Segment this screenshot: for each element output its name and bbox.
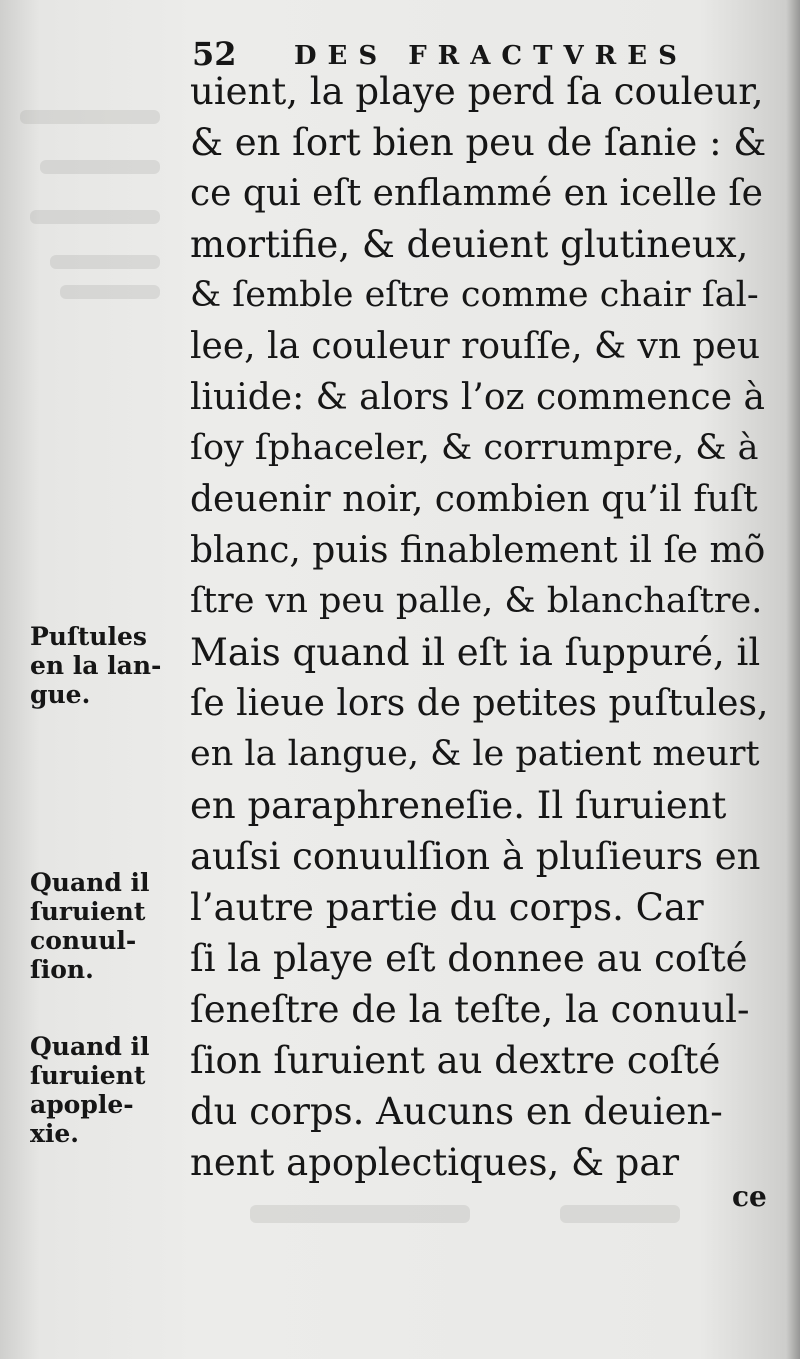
body-line: ſtre vn peu palle, & blanchaſtre. [190,581,763,621]
body-line: ſi la playe eſt donnee au coſté [190,937,748,980]
body-line: liuide: & alors l’oz commence à [190,377,765,418]
margin-note-pustules [30,622,180,709]
body-line: ſoy ſphaceler, & corrumpre, & à [190,428,759,468]
margin-note-line: Puſtules [30,622,147,651]
running-title: DES FRACTVRES [294,41,688,71]
catchword: ce [732,1180,767,1213]
body-line: uient, la playe perd ſa couleur, [190,70,764,113]
margin-note-line: ſuruient [30,897,146,926]
body-line: nent apoplectiques, & par [190,1141,680,1184]
body-line: du corps. Aucuns en deuien- [190,1090,723,1133]
margin-note-apoplexy [30,1032,180,1148]
margin-note-line: xie. [30,1119,80,1148]
body-line: ſe lieue lors de petites puſtules, [190,683,769,724]
margin-note-line: ſion. [30,955,94,984]
body-line: l’autre partie du corps. Car [190,886,704,929]
gutter-shadow [786,0,800,1359]
margin-note-line: ſuruient [30,1061,146,1090]
body-line: blanc, puis finablement il ſe mõ [190,530,766,571]
margin-note-line: gue. [30,680,91,709]
body-line: ce qui eſt enflammé en icelle ſe [190,173,763,214]
margin-note-line: Quand il [30,868,150,897]
body-line: ſion ſuruient au dextre coſté [190,1039,721,1082]
body-line: lee, la couleur rouſſe, & vn peu [190,326,761,367]
page-number: 52 [192,35,237,73]
body-line: Mais quand il eſt ia ſuppuré, il [190,631,761,674]
margin-note-convulsion [30,868,180,984]
margin-note-line: Quand il [30,1032,150,1061]
body-line: en la langue, & le patient meurt [190,734,760,774]
body-line: ſeneſtre de la teſte, la conuul- [190,988,750,1031]
body-text [190,66,772,1188]
margin-note-line: conuul- [30,926,137,955]
margin-note-line: apople- [30,1090,134,1119]
margin-note-line: en la lan- [30,651,162,680]
body-line: & en ſort bien peu de ſanie : & [190,121,767,164]
body-line: deuenir noir, combien qu’il fuſt [190,479,758,520]
body-line: & ſemble eſtre comme chair ſal- [190,275,759,315]
body-line: mortifie, & deuient glutineux, [190,223,749,266]
body-line: auſsi conuulſion à pluſieurs en [190,835,761,878]
body-line: en paraphreneſie. Il ſuruient [190,784,727,827]
